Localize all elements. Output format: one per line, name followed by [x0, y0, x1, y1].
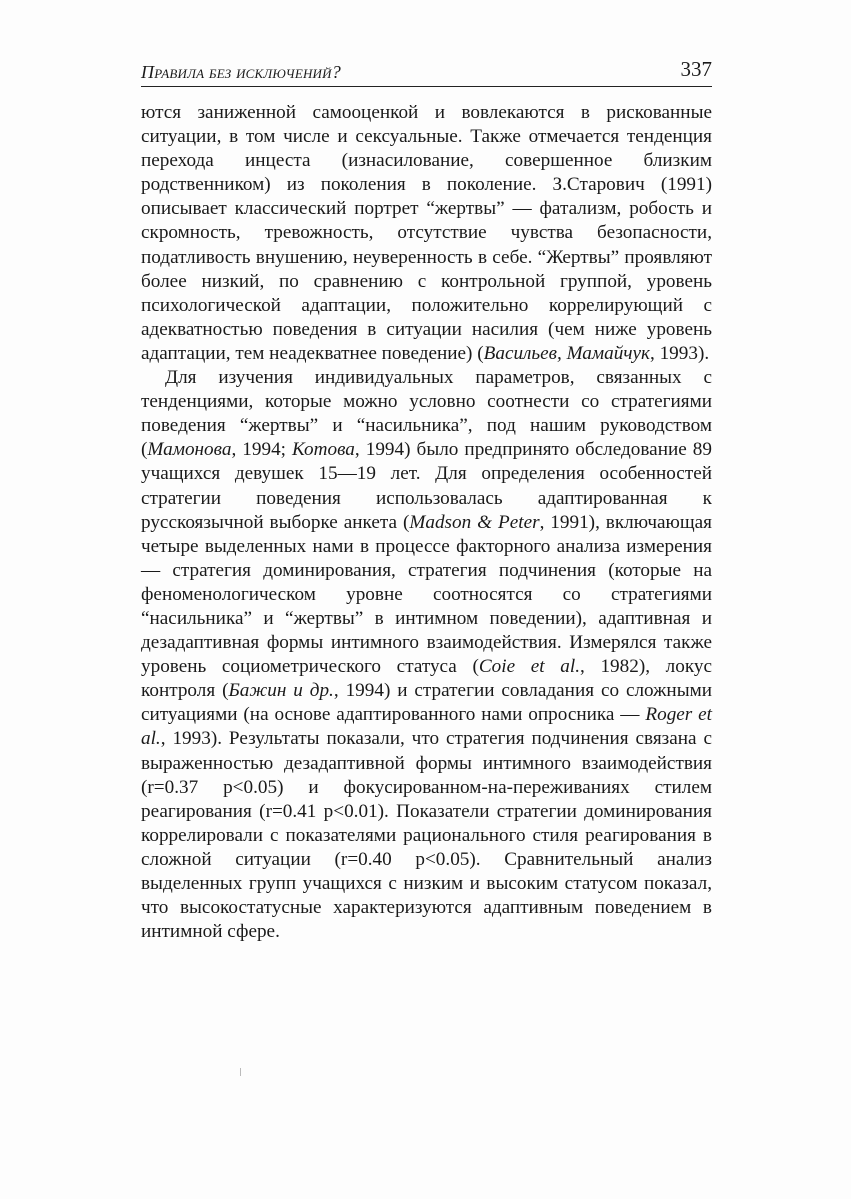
italic-citation: Мамонова — [147, 439, 232, 461]
italic-citation: Васильев, Мамайчук — [483, 342, 650, 364]
text-run: , 1994; — [231, 439, 293, 461]
italic-citation: Roger et al. — [141, 704, 712, 750]
text-run: ются заниженной самооценкой и вовлекаются в рискованные ситуации, в том числе и сексуальные. Также отмечается тенденция перехода инцеста (изнасилование, совершенное близким родственником) из поколения в поколение. З.Старович (1991) описывает классический портрет “жертвы” — фатализм, робость и скромность, тревожность, отсутствие чувства безопасности, податливость внушению, неуверенность в себе. “Жертвы” проявляют более низкий, по сравнению с контрольной группой, уровень психологической адаптации, положительно коррелирующий с адекватностью поведения в ситуации насилия (чем ниже уровень адаптации, тем неадекватнее поведение) ( — [141, 102, 712, 364]
italic-citation: Coie et al. — [478, 656, 580, 678]
print-speck — [240, 1068, 241, 1076]
body-text — [141, 101, 712, 944]
paragraph-1 — [141, 101, 712, 366]
text-run: , 1982), локус контроля ( — [141, 656, 712, 702]
text-run: Для изучения индивидуальных параметров, связанных с тенденциями, которые можно условно соотнести со стратегиями поведения “жертвы” и “насильника”, под нашим руководством ( — [141, 367, 712, 461]
text-run: , 1994) и стратегии совладания со сложными ситуациями (на основе адаптированного нами опросника — — [141, 680, 712, 726]
text-run: , 1993). — [649, 342, 710, 364]
text-run: , 1991), включающая четыре выделенных нами в процессе факторного анализа измерения — стратегия доминирования, стратегия подчинения (которые на феноменологическом уровне соотносятся со стратегиями “насильника” и “жертвы” в интимном поведении), адаптивная и дезадаптивная формы интимного взаимодействия. Измерялся также уровень социометрического статуса ( — [141, 511, 712, 678]
running-title: Правила без исключений? — [141, 62, 341, 82]
page-number: 337 — [680, 57, 712, 81]
paragraph-2 — [141, 366, 712, 944]
running-head — [141, 50, 712, 87]
italic-citation: Бажин и др. — [228, 680, 334, 702]
text-run: , 1994) было предпринято обследование 89 учащихся девушек 15—19 лет. Для определения особенностей стратегии поведения использовалась адаптированная к русскоязычной выборке анкета ( — [141, 439, 712, 533]
italic-citation: Madson & Peter — [409, 511, 540, 533]
text-run: , 1993). Результаты показали, что стратегия подчинения связана с выраженностью дезадаптивной формы интимного взаимодействия (r=0.37 p<0.05) и фокусированном-на-переживаниях стилем реагирования (r=0.41 p<0.01). Показатели стратегии доминирования коррелировали с показателями рационального стиля реагирования в сложной ситуации (r=0.40 p<0.05). Сравнительный анализ выделенных групп учащихся с низким и высоким статусом показал, что высокостатусные характеризуются адаптивным поведением в интимной сфере. — [141, 728, 712, 943]
italic-citation: Котова — [292, 439, 355, 461]
